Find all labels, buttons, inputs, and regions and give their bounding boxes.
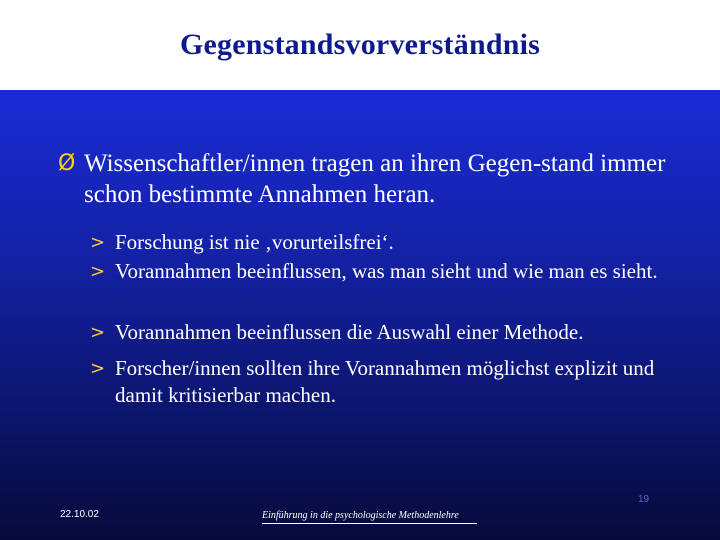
sub-bullet	[90, 319, 670, 346]
chevron-bullet-icon: >	[90, 261, 106, 282]
slide-title: Gegenstandsvorverständnis	[179, 28, 541, 61]
chevron-bullet-icon: >	[90, 358, 106, 379]
footer-course-title: Einführung in die psychologische Methodenlehre	[262, 510, 459, 521]
main-bullet	[58, 148, 678, 210]
sub-bullet	[90, 355, 670, 409]
slide-number: 19	[638, 494, 650, 505]
arrow-bullet-icon: Ø	[58, 151, 76, 176]
footer-date: 22.10.02	[60, 509, 99, 520]
slide-content	[0, 90, 720, 540]
sub-bullet-text: Forscher/innen sollten ihre Vorannahmen möglichst explizit und damit kritisierbar machen.	[115, 356, 655, 407]
sub-bullet	[90, 229, 670, 256]
chevron-bullet-icon: >	[90, 232, 106, 253]
sub-bullet-text: Forschung ist nie ‚vorurteilsfrei‘.	[115, 230, 394, 254]
chevron-bullet-icon: >	[90, 322, 106, 343]
title-band	[0, 0, 720, 90]
sub-bullet	[90, 258, 670, 285]
sub-bullet-text: Vorannahmen beeinflussen, was man sieht und wie man es sieht.	[115, 259, 658, 283]
main-bullet-text: Wissenschaftler/innen tragen an ihren Gegen-stand immer schon bestimmte Annahmen heran.	[84, 150, 666, 208]
footer-underline	[262, 523, 477, 524]
sub-bullet-text: Vorannahmen beeinflussen die Auswahl einer Methode.	[115, 320, 584, 344]
